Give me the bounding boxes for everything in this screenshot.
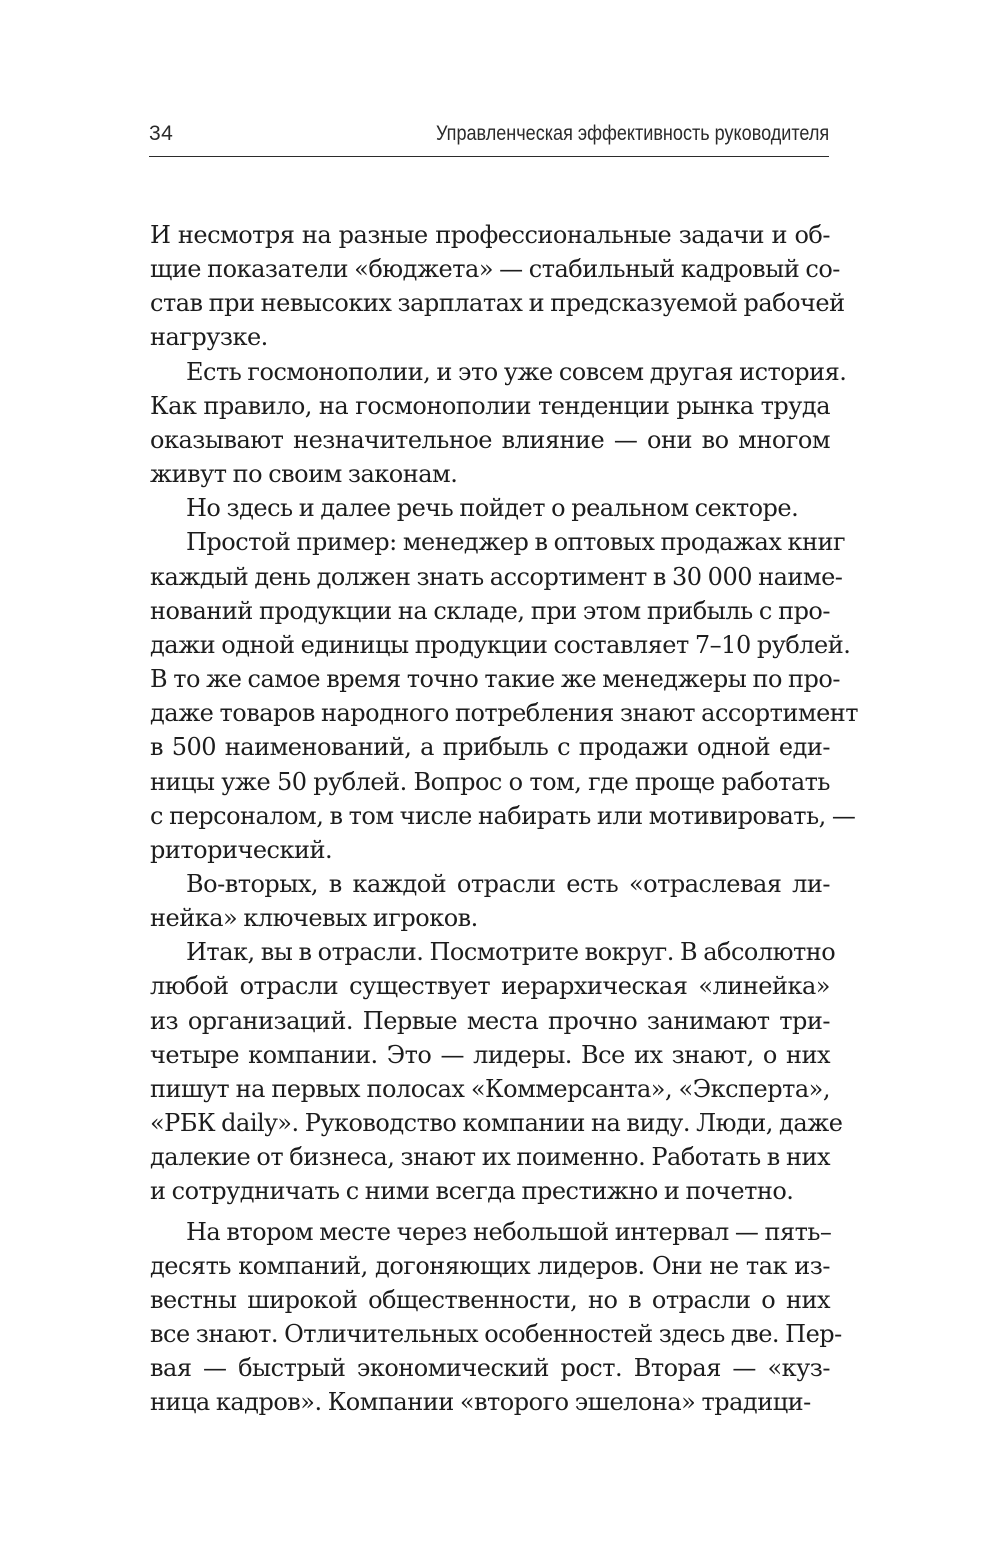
text-line: в 500 наименований, а прибыль с продажи одной еди- (150, 733, 830, 762)
text-line: став при невысоких зарплатах и предсказуемой рабочей (150, 289, 845, 318)
paragraph (150, 525, 859, 867)
paragraph (150, 1215, 842, 1420)
paragraph (150, 218, 845, 355)
text-line: Итак, вы в отрасли. Посмотрите вокруг. В абсолютно (186, 938, 836, 967)
running-title: Управленческая эффективность руководителя (435, 122, 829, 145)
text-line: вая — быстрый экономический рост. Вторая — «куз- (150, 1354, 830, 1383)
text-line: пишут на первых полосах «Коммерсанта», «Эксперта», (150, 1074, 830, 1103)
running-header (149, 116, 829, 157)
text-line: десять компаний, догоняющих лидеров. Они не так из- (150, 1251, 830, 1280)
body-text (150, 218, 859, 1419)
text-line: все знают. Отличительных особенностей здесь две. Пер- (150, 1320, 842, 1348)
text-line: нагрузке. (150, 323, 268, 352)
paragraph (150, 867, 830, 935)
text-line: вестны широкой общественности, но в отрасли о них (150, 1285, 830, 1314)
text-line: нейка» ключевых игроков. (150, 904, 478, 933)
text-line: живут по своим законам. (150, 460, 458, 489)
text-line: оказывают незначительное влияние — они во многом (150, 425, 830, 454)
text-line: Как правило, на госмонополии тенденции рынка труда (150, 391, 830, 420)
text-line: четыре компании. Это — лидеры. Все их знают, о них (150, 1040, 830, 1069)
text-line: нований продукции на складе, при этом прибыль с про- (150, 596, 830, 625)
paragraph (150, 491, 830, 525)
text-line: далекие от бизнеса, знают их поименно. Работать в них (150, 1143, 830, 1172)
text-line: и сотрудничать с ними всегда престижно и почетно. (150, 1177, 794, 1206)
text-line: дажи одной единицы продукции составляет 7–10 рублей. (150, 630, 851, 659)
page-number: 34 (149, 122, 174, 145)
text-line: любой отрасли существует иерархическая «линейка» (150, 972, 830, 1001)
text-line: Есть госмонополии, и это уже совсем другая история. (186, 357, 847, 386)
text-line: каждый день должен знать ассортимент в 30 000 наиме- (150, 562, 843, 591)
text-line: На втором месте через небольшой интервал — пять– (186, 1217, 832, 1246)
text-line: ницы уже 50 рублей. Вопрос о том, где проще работать (150, 767, 830, 796)
text-line: И несмотря на разные профессиональные задачи и об- (150, 221, 830, 249)
text-line: щие показатели «бюджета» — стабильный кадровый со- (150, 255, 840, 284)
paragraph (150, 355, 847, 492)
text-line: из организаций. Первые места прочно занимают три- (150, 1006, 830, 1035)
text-line: даже товаров народного потребления знают ассортимент (150, 699, 859, 728)
text-line: Простой пример: менеджер в оптовых продажах книг (186, 528, 846, 557)
text-line: «РБК daily». Руководство компании на виду. Люди, даже (150, 1109, 843, 1138)
text-line: с персоналом, в том числе набирать или мотивировать, — (150, 801, 856, 830)
text-line: В то же самое время точно такие же менеджеры по про- (150, 665, 840, 694)
text-line: Во-вторых, в каждой отрасли есть «отраслевая ли- (186, 869, 830, 898)
text-line: риторический. (150, 835, 333, 864)
paragraph (150, 935, 843, 1208)
text-line: ница кадров». Компании «второго эшелона» традици- (150, 1388, 811, 1417)
text-line: Но здесь и далее речь пойдет о реальном секторе. (186, 494, 799, 523)
